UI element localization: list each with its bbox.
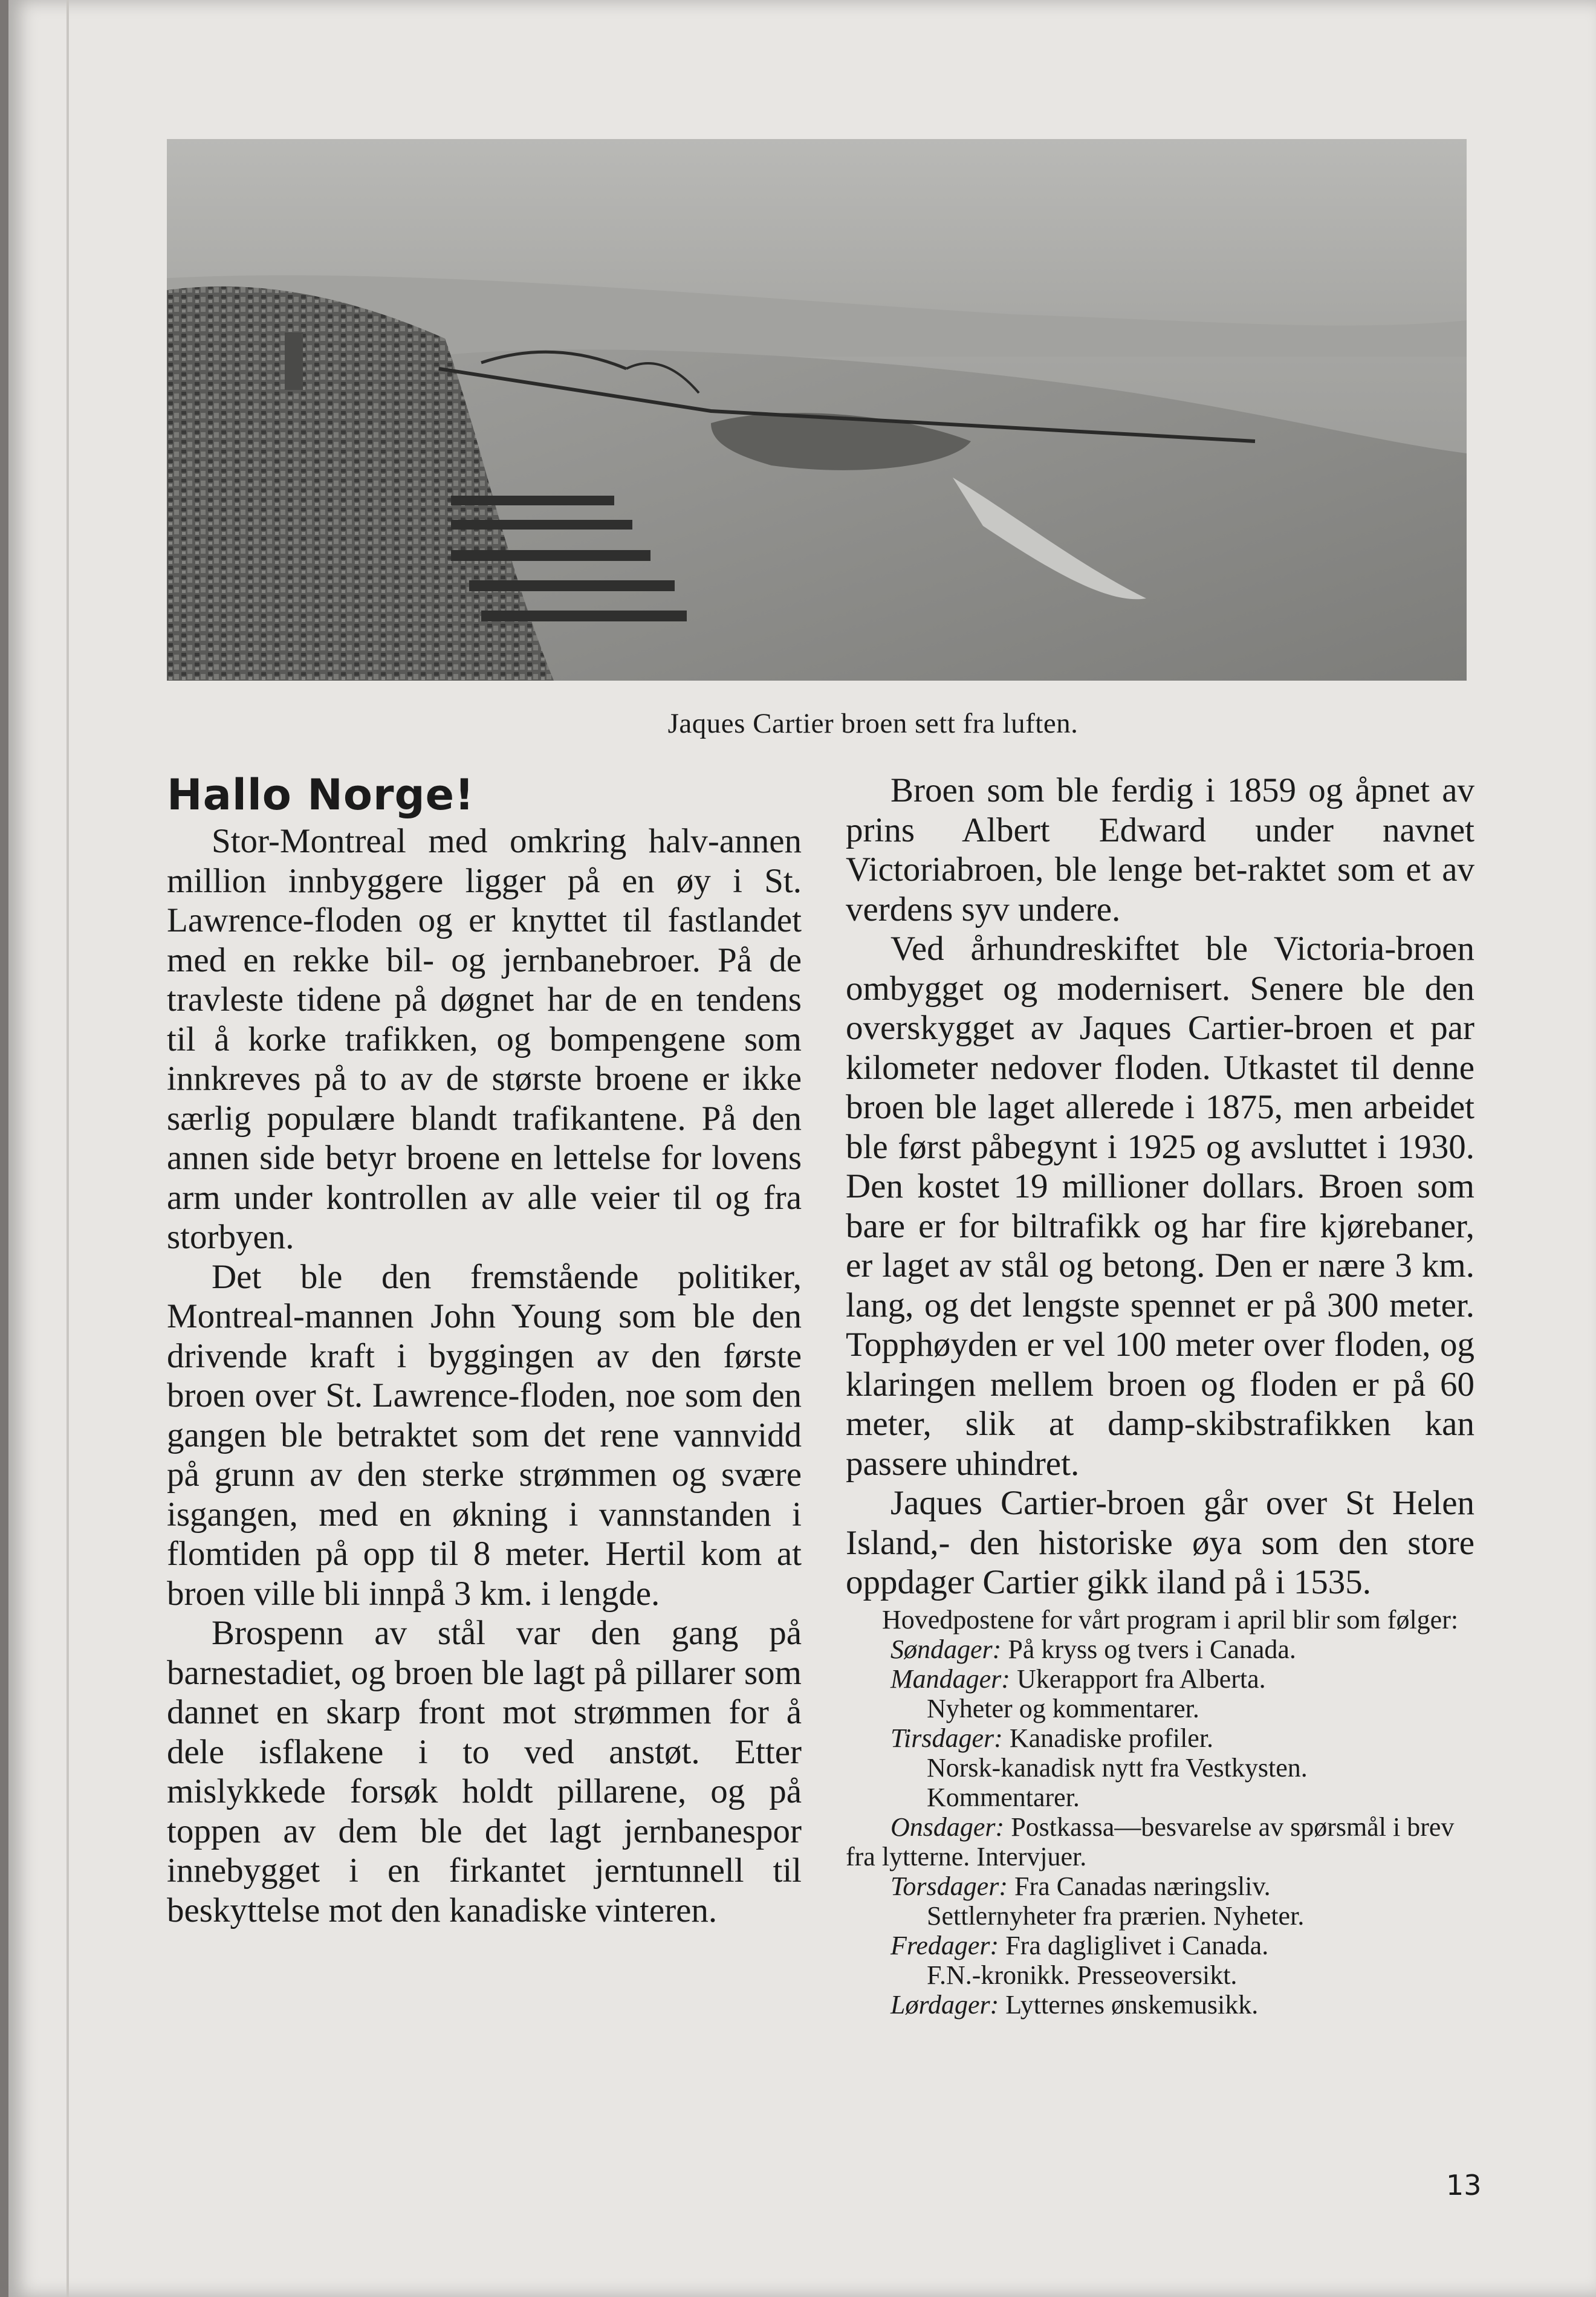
schedule-program: Kanadiske profiler. — [1009, 1723, 1214, 1753]
article-paragraph: Jaques Cartier-broen går over St Helen Island,- den historiske øya som den store oppdager Cartier gikk iland på i 1535. — [846, 1484, 1474, 1601]
schedule-entry-tuesday — [846, 1723, 1474, 1753]
schedule-program: Norsk-kanadisk nytt fra Vestkysten. — [927, 1752, 1308, 1783]
article-paragraph: Ved århundreskiftet ble Victoria-broen ombygget og modernisert. Senere ble den overskygget av Jaques Cartier-broen et par kilometer nedover floden. Utkastet til denne broen ble laget allerede i 1875, men arbeidet ble først påbegynt i 1925 og avsluttet i 1930. Den kostet 19 millioner dollars. Broen som bare er for biltrafikk og har fire kjørebaner, er laget av stål og betong. Den er nære 3 km. lang, og det lengste spennet er på 300 meter. Topphøyden er vel 100 meter over floden, og klaringen mellem broen og floden er på 60 meter, slik at damp-skibstrafikken kan passere uhindret. — [846, 930, 1474, 1483]
page-number: 13 — [1446, 2169, 1482, 2201]
schedule-program: Nyheter og kommentarer. — [927, 1693, 1199, 1723]
schedule-program: Lytternes ønskemusikk. — [1005, 1989, 1259, 2020]
article-paragraph: Det ble den fremstående politiker, Montreal-mannen John Young som ble den drivende kraft i byggingen av den første broen over St. Lawrence-floden, noe som den gangen ble betraktet som det rene vannvidd på grunn av den sterke strømmen og svære isgangen, med en økning i vannstanden i flomtiden på opp til 8 meter. Hertil kom at broen ville bli innpå 3 km. i lengde. — [167, 1257, 802, 1613]
article-left-column — [167, 771, 802, 1930]
schedule-entry-thursday — [846, 1871, 1474, 1901]
article-heading: Hallo Norge! — [167, 770, 475, 820]
schedule-program: Settlernyheter fra prærien. Nyheter. — [927, 1900, 1305, 1931]
article-right-column — [846, 771, 1474, 2020]
schedule-day: Lørdager: — [890, 1989, 999, 2020]
schedule-program: F.N.-kronikk. Presseoversikt. — [927, 1960, 1238, 1990]
schedule-entry-monday — [846, 1664, 1474, 1694]
schedule-program: Kommentarer. — [927, 1782, 1080, 1812]
schedule-entry-wednesday — [846, 1812, 1474, 1871]
schedule-program: Postkassa—besvarelse av spørsmål i brev fra lytterne. Intervjuer. — [846, 1812, 1455, 1871]
schedule-day: Onsdager: — [890, 1812, 1005, 1842]
article-paragraph: Stor-Montreal med omkring halv-annen million innbyggere ligger på en øy i St. Lawrence-floden og er knyttet til fastlandet med en rekke bil- og jernbanebroer. På de travleste tidene på døgnet har de en tendens til å korke trafikken, og bompengene som innkreves på to av de største broene er ikke særlig populære blandt trafikantene. På den annen side betyr broene en lettelse for lovens arm under kontrollen av alle veier til og fra storbyen. — [167, 822, 802, 1256]
magazine-page — [8, 0, 1596, 2297]
schedule-program: Ukerapport fra Alberta. — [1016, 1664, 1266, 1694]
schedule-day: Tirsdager: — [890, 1723, 1003, 1753]
page-binding-edge — [66, 0, 69, 2297]
schedule-entry-saturday — [846, 1990, 1474, 2020]
schedule-day: Søndager: — [890, 1634, 1002, 1664]
aerial-photo-montreal-bridge — [167, 139, 1467, 681]
schedule-day: Mandager: — [890, 1664, 1010, 1694]
schedule-entry-friday — [846, 1931, 1474, 1960]
schedule-program: Fra dagliglivet i Canada. — [1005, 1930, 1269, 1960]
schedule-day: Fredager: — [890, 1930, 999, 1960]
schedule-program: På kryss og tvers i Canada. — [1008, 1634, 1296, 1664]
schedule-intro: Hovedpostene for vårt program i april blir som følger: — [882, 1604, 1459, 1634]
article-paragraph: Broen som ble ferdig i 1859 og åpnet av prins Albert Edward under navnet Victoriabroen, ble lenge bet-raktet som et av verdens syv undere. — [846, 771, 1474, 928]
schedule-day: Torsdager: — [890, 1871, 1008, 1901]
schedule-entry-sunday — [846, 1634, 1474, 1664]
schedule-program: Fra Canadas næringsliv. — [1014, 1871, 1271, 1901]
program-schedule — [846, 1605, 1474, 2020]
article-paragraph: Brospenn av stål var den gang på barnestadiet, og broen ble lagt på pillarer som dannet en skarp front mot strømmen for å dele isflakene i to ved anstøt. Etter mislykkede forsøk holdt pillarene, og på toppen av dem ble det lagt jernbanespor innebygget i en firkantet jerntunnell til beskyttelse mot den kanadiske vinteren. — [167, 1614, 802, 1929]
photo-caption: Jaques Cartier broen sett fra luften. — [667, 708, 1079, 739]
